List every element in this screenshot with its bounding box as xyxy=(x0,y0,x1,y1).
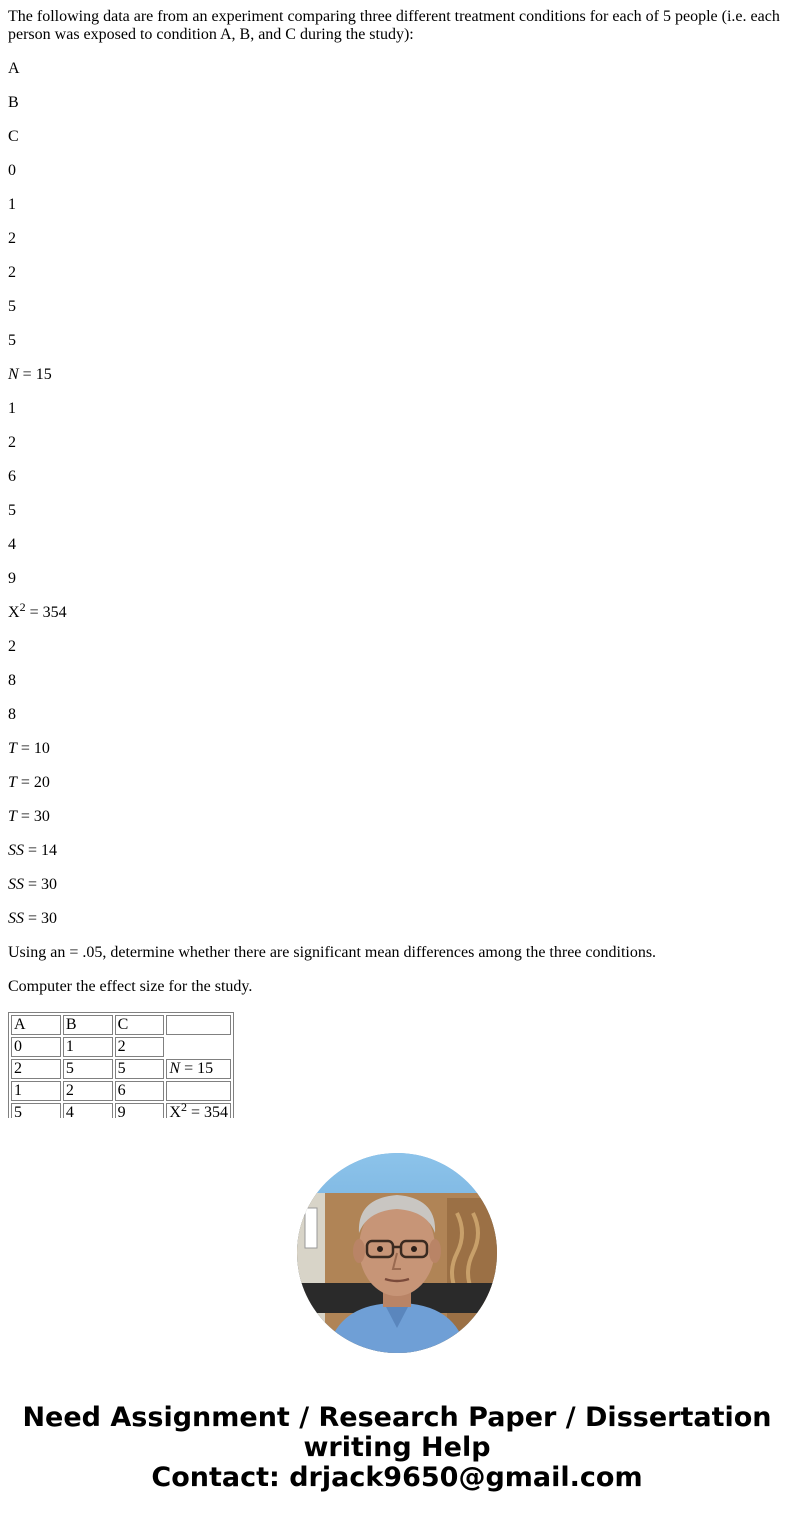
t-line-a xyxy=(8,740,786,758)
table-row xyxy=(11,1037,231,1057)
table-cell xyxy=(166,1081,231,1101)
data-line: 2 xyxy=(8,638,16,655)
sum-x-squared-line xyxy=(8,600,786,626)
data-line: 1 xyxy=(8,400,16,417)
x2-value: = 354 xyxy=(25,604,67,621)
table-cell: 9 xyxy=(115,1103,165,1118)
t-label: T xyxy=(8,774,17,791)
author-avatar xyxy=(297,1153,497,1353)
data-line: 9 xyxy=(8,570,16,587)
data-line: 8 xyxy=(8,672,16,689)
ss-line-a xyxy=(8,842,786,860)
t-line-b xyxy=(8,774,786,792)
data-line: 5 xyxy=(8,502,16,519)
ss-label: SS xyxy=(8,842,24,859)
question-significance: Using an = .05, determine whether there are significant mean differences among the three conditions. xyxy=(8,944,657,961)
table-cell-sum-x-squared xyxy=(166,1100,231,1118)
table-cell: 6 xyxy=(115,1081,165,1101)
data-line: C xyxy=(8,128,19,145)
table-cell: B xyxy=(63,1015,113,1035)
data-line: A xyxy=(8,60,20,77)
data-line: 8 xyxy=(8,706,16,723)
data-line: 6 xyxy=(8,468,16,485)
n-value: = 15 xyxy=(18,366,52,383)
n-total-line xyxy=(8,366,786,384)
t-value: = 20 xyxy=(16,774,50,791)
data-line: B xyxy=(8,94,19,111)
n-label: N xyxy=(169,1060,181,1077)
x2-value: = 354 xyxy=(186,1104,228,1118)
data-table xyxy=(8,1012,234,1118)
table-row xyxy=(11,1059,231,1079)
x2-base: X xyxy=(169,1104,181,1118)
banner-line-2: writing Help xyxy=(303,1432,491,1463)
table-cell: 5 xyxy=(63,1059,113,1079)
table-cell-n-total xyxy=(166,1059,231,1079)
data-line: 5 xyxy=(8,332,16,349)
ss-line-c xyxy=(8,910,786,928)
t-line-c xyxy=(8,808,786,826)
n-label: N xyxy=(8,366,19,383)
ss-value: = 14 xyxy=(24,842,58,859)
table-cell-empty xyxy=(166,1037,231,1057)
ss-line-b xyxy=(8,876,786,894)
data-table-container xyxy=(8,1012,234,1118)
x2-base: X xyxy=(8,604,20,621)
banner-line-1: Need Assignment / Research Paper / Dissertation xyxy=(22,1402,772,1433)
contact-banner xyxy=(0,1403,794,1493)
table-cell: 0 xyxy=(11,1037,61,1057)
table-cell xyxy=(166,1015,231,1035)
data-line: 2 xyxy=(8,434,16,451)
table-cell: 2 xyxy=(115,1037,165,1057)
table-cell: C xyxy=(115,1015,165,1035)
question-effect-size: Computer the effect size for the study. xyxy=(8,978,253,995)
data-line: 2 xyxy=(8,264,16,281)
table-cell: 2 xyxy=(63,1081,113,1101)
table-row xyxy=(11,1015,231,1035)
table-row xyxy=(11,1081,231,1101)
ss-value: = 30 xyxy=(24,910,58,927)
t-label: T xyxy=(8,740,17,757)
table-row xyxy=(11,1103,231,1118)
table-cell: 5 xyxy=(115,1059,165,1079)
n-value: = 15 xyxy=(180,1060,214,1077)
data-line: 0 xyxy=(8,162,16,179)
ss-label: SS xyxy=(8,910,24,927)
table-cell: 1 xyxy=(11,1081,61,1101)
table-cell: 1 xyxy=(63,1037,113,1057)
table-cell: A xyxy=(11,1015,61,1035)
x2-sup: 2 xyxy=(19,600,26,614)
t-label: T xyxy=(8,808,17,825)
person-photo-icon xyxy=(297,1153,497,1353)
table-cell: 4 xyxy=(63,1103,113,1118)
data-line: 1 xyxy=(8,196,16,213)
ss-value: = 30 xyxy=(24,876,58,893)
data-line: 2 xyxy=(8,230,16,247)
t-value: = 10 xyxy=(16,740,50,757)
ss-label: SS xyxy=(8,876,24,893)
banner-contact-line: Contact: drjack9650@gmail.com xyxy=(151,1462,643,1493)
table-cell: 5 xyxy=(11,1103,61,1118)
x2-sup: 2 xyxy=(180,1100,187,1114)
intro-text: The following data are from an experiment comparing three different treatment conditions for each of 5 people (i.e. each person was exposed to condition A, B, and C during the study): xyxy=(8,8,780,43)
data-line: 4 xyxy=(8,536,16,553)
table-cell: 2 xyxy=(11,1059,61,1079)
t-value: = 30 xyxy=(16,808,50,825)
data-line: 5 xyxy=(8,298,16,315)
